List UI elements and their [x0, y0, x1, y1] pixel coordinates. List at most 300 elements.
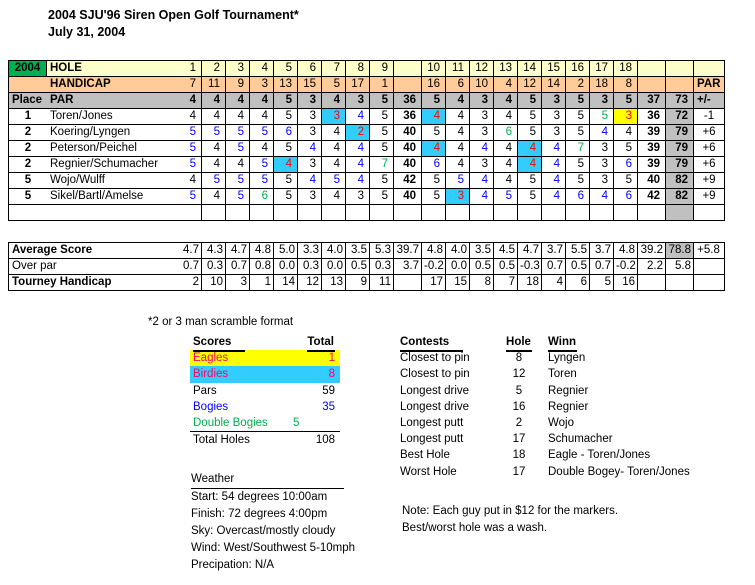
weather-finish[interactable]: Finish: 72 degrees 4:00pm	[191, 508, 328, 520]
cell[interactable]: 5	[565, 125, 589, 140]
cell[interactable]: 78.8	[665, 243, 693, 258]
cell[interactable]: 4	[541, 189, 565, 204]
cell[interactable]: 0.5	[493, 259, 517, 274]
cell[interactable]: 0.7	[589, 259, 613, 274]
cell[interactable]: 4	[541, 157, 565, 172]
cell[interactable]: 3	[225, 61, 249, 76]
cell[interactable]: 0.0	[321, 259, 345, 274]
cell[interactable]: 5	[273, 93, 297, 108]
cell[interactable]: 3	[613, 109, 637, 124]
cell[interactable]	[225, 205, 249, 220]
cell[interactable]: 79	[665, 157, 693, 172]
cell[interactable]: 5	[201, 125, 225, 140]
cell[interactable]: 4	[225, 157, 249, 172]
cell[interactable]: 5	[24, 174, 32, 186]
cell[interactable]: 4	[189, 94, 196, 106]
cell[interactable]: 5	[517, 109, 541, 124]
cell[interactable]: 4	[421, 141, 445, 156]
cell[interactable]: 5	[421, 189, 445, 204]
cell[interactable]: HANDICAP	[50, 78, 111, 90]
cell[interactable]: 2	[24, 126, 32, 138]
cell[interactable]: 3	[541, 125, 565, 140]
cell[interactable]: 5	[517, 125, 541, 140]
cell[interactable]: 3	[541, 109, 565, 124]
cell[interactable]: -0.2	[421, 259, 445, 274]
cell[interactable]: 5	[517, 189, 541, 204]
cell[interactable]: 5	[225, 141, 249, 156]
cell[interactable]: 5	[189, 142, 196, 154]
cell[interactable]: 40	[393, 189, 421, 204]
cell[interactable]: Toren/Jones	[50, 110, 113, 122]
cell[interactable]: 1	[24, 110, 32, 122]
cell[interactable]: 11	[201, 77, 225, 92]
cell[interactable]: 3	[589, 173, 613, 188]
cell[interactable]: 6	[273, 125, 297, 140]
cell[interactable]: -0.2	[613, 259, 637, 274]
cell[interactable]	[665, 205, 693, 220]
cell[interactable]	[297, 205, 321, 220]
cell[interactable]: 5	[613, 173, 637, 188]
cell[interactable]: 7	[189, 78, 196, 90]
cell[interactable]	[665, 275, 693, 290]
cell[interactable]: 5	[249, 125, 273, 140]
cell[interactable]	[47, 205, 177, 220]
cell[interactable]: 5	[369, 125, 393, 140]
cell[interactable]	[637, 205, 665, 220]
cell[interactable]: Regnier/Schumacher	[50, 158, 159, 170]
cell[interactable]: Koering/Lyngen	[50, 126, 131, 138]
cell[interactable]: 4	[541, 141, 565, 156]
cell[interactable]: 2	[192, 276, 199, 288]
cell[interactable]: 15	[297, 77, 321, 92]
cell[interactable]: 18	[613, 61, 637, 76]
cell[interactable]: +6	[693, 157, 724, 172]
cell[interactable]: 5	[225, 189, 249, 204]
cell[interactable]: 15	[541, 61, 565, 76]
cell[interactable]: 2	[24, 142, 32, 154]
cell[interactable]: 0.7	[183, 260, 199, 272]
cell[interactable]	[9, 77, 47, 92]
cell[interactable]: 39	[637, 141, 665, 156]
cell[interactable]: +/-	[693, 93, 724, 108]
cell[interactable]: 8	[469, 275, 493, 290]
cell[interactable]: 39.7	[393, 243, 421, 258]
hole-header-label[interactable]: Hole	[506, 334, 532, 352]
contest-row[interactable]	[400, 464, 690, 480]
cell[interactable]: 4	[517, 141, 541, 156]
cell[interactable]: 4	[445, 141, 469, 156]
cell[interactable]: 39.2	[637, 243, 665, 258]
cell[interactable]: 0.3	[369, 259, 393, 274]
weather-wind[interactable]: Wind: West/Southwest 5-10mph	[191, 542, 356, 554]
cell[interactable]: 5	[225, 173, 249, 188]
cell[interactable]: 4	[345, 109, 369, 124]
cell[interactable]: +6	[693, 141, 724, 156]
cell[interactable]: 0.7	[225, 259, 249, 274]
cell[interactable]: 4	[493, 77, 517, 92]
cell[interactable]	[393, 275, 421, 290]
cell[interactable]: 40	[393, 141, 421, 156]
cell[interactable]: 7	[493, 275, 517, 290]
cell[interactable]: 2	[565, 77, 589, 92]
cell[interactable]	[613, 205, 637, 220]
cell[interactable]: 4	[345, 173, 369, 188]
cell[interactable]: 4	[421, 109, 445, 124]
cell[interactable]: 16	[613, 275, 637, 290]
cell[interactable]: 4	[249, 93, 273, 108]
cell[interactable]: 4	[445, 109, 469, 124]
cell[interactable]: 11	[445, 61, 469, 76]
cell[interactable]: 3	[469, 157, 493, 172]
cell[interactable]: 4	[469, 173, 493, 188]
contest-row[interactable]	[400, 350, 690, 366]
cell[interactable]: 4	[321, 157, 345, 172]
cell[interactable]: 5	[24, 190, 32, 202]
cell[interactable]: 3	[469, 93, 493, 108]
cell[interactable]: 14	[517, 61, 541, 76]
cell[interactable]: 4	[541, 275, 565, 290]
cell[interactable]: 79	[665, 141, 693, 156]
cell[interactable]: 5.3	[369, 243, 393, 258]
cell[interactable]	[637, 61, 665, 76]
weather-precipitation[interactable]: Precipation: N/A	[191, 559, 275, 571]
cell[interactable]: 4	[613, 125, 637, 140]
cell[interactable]	[421, 205, 445, 220]
scores-header[interactable]: Scores	[193, 334, 245, 352]
cell[interactable]: 6	[445, 77, 469, 92]
cell[interactable]: 36	[637, 109, 665, 124]
cell[interactable]: 4	[321, 141, 345, 156]
cell[interactable]: 4.8	[421, 243, 445, 258]
cell[interactable]: 4.3	[201, 243, 225, 258]
cell[interactable]: 13	[493, 61, 517, 76]
cell[interactable]: Tourney Handicap	[12, 276, 112, 288]
cell[interactable]: 79	[665, 125, 693, 140]
cell[interactable]	[249, 205, 273, 220]
cell[interactable]: 5	[369, 189, 393, 204]
contest-row[interactable]	[400, 415, 690, 431]
cell[interactable]	[693, 275, 724, 290]
cell[interactable]: HOLE	[50, 62, 82, 74]
cell[interactable]	[493, 205, 517, 220]
cell[interactable]: 82	[665, 189, 693, 204]
cell[interactable]: 4	[345, 141, 369, 156]
cell[interactable]: 73	[665, 93, 693, 108]
cell[interactable]: 14	[273, 275, 297, 290]
cell[interactable]: 4.5	[493, 243, 517, 258]
legend-row-eagles[interactable]	[190, 350, 340, 366]
cell[interactable]: Place	[12, 94, 43, 106]
scramble-note[interactable]: *2 or 3 man scramble format	[148, 316, 294, 328]
cell[interactable]: Wojo/Wulff	[50, 174, 105, 186]
cell[interactable]: 3.5	[345, 243, 369, 258]
cell[interactable]: 4.7	[225, 243, 249, 258]
cell[interactable]: 6	[249, 189, 273, 204]
cell[interactable]: 14	[541, 77, 565, 92]
cell[interactable]: 4.0	[321, 243, 345, 258]
cell[interactable]	[393, 77, 421, 92]
cell[interactable]: 4	[493, 173, 517, 188]
cell[interactable]: 5	[589, 275, 613, 290]
contest-row[interactable]	[400, 366, 690, 382]
cell[interactable]: 4.0	[445, 243, 469, 258]
cell[interactable]: 40	[637, 173, 665, 188]
cell[interactable]: 4	[469, 189, 493, 204]
cell[interactable]: 4	[249, 61, 273, 76]
cell[interactable]: -1	[693, 109, 724, 124]
cell[interactable]: 1	[369, 77, 393, 92]
contest-row[interactable]	[400, 431, 690, 447]
cell[interactable]: 3.7	[541, 243, 565, 258]
cell[interactable]: 3.7	[589, 243, 613, 258]
cell[interactable]: 4	[321, 93, 345, 108]
cell[interactable]: 3	[469, 125, 493, 140]
tournament-date[interactable]: July 31, 2004	[48, 25, 126, 39]
cell[interactable]: 4	[201, 93, 225, 108]
cell[interactable]: 4	[201, 189, 225, 204]
cell[interactable]: 2	[201, 61, 225, 76]
cell[interactable]: 6	[493, 125, 517, 140]
cell[interactable]: 0.3	[297, 259, 321, 274]
cell[interactable]: 4	[225, 109, 249, 124]
cell[interactable]: 5.5	[565, 243, 589, 258]
cell[interactable]: +9	[693, 173, 724, 188]
cell[interactable]	[589, 205, 613, 220]
cell[interactable]: 1	[249, 275, 273, 290]
cell[interactable]	[469, 205, 493, 220]
cell[interactable]: Over par	[12, 260, 57, 272]
cell[interactable]: 2	[24, 158, 32, 170]
cell[interactable]: 3	[249, 77, 273, 92]
cell[interactable]	[9, 205, 47, 220]
cell[interactable]	[445, 205, 469, 220]
cell[interactable]: 12	[517, 77, 541, 92]
cell[interactable]: 5	[321, 77, 345, 92]
cell[interactable]: 4	[445, 93, 469, 108]
cell[interactable]: 4.7	[517, 243, 541, 258]
cell[interactable]: 9	[345, 275, 369, 290]
cell[interactable]: 4	[541, 173, 565, 188]
cell[interactable]: 4	[189, 110, 196, 122]
cell[interactable]: 5	[369, 93, 393, 108]
cell[interactable]: 8	[613, 77, 637, 92]
cell[interactable]: 5	[321, 173, 345, 188]
cell[interactable]: 40	[393, 125, 421, 140]
cell[interactable]	[693, 259, 724, 274]
cell[interactable]	[369, 205, 393, 220]
cell[interactable]: 6	[565, 189, 589, 204]
cell[interactable]: 4	[345, 157, 369, 172]
cell[interactable]: 4	[589, 189, 613, 204]
cell[interactable]: 3	[297, 125, 321, 140]
cell[interactable]: 3	[589, 141, 613, 156]
cell[interactable]: 11	[369, 275, 393, 290]
cell[interactable]: 5.0	[273, 243, 297, 258]
cell[interactable]: PAR	[693, 77, 724, 92]
cell[interactable]: +5.8	[693, 243, 724, 258]
cell[interactable]: 3	[589, 157, 613, 172]
cell[interactable]: 8	[345, 61, 369, 76]
cell[interactable]	[565, 205, 589, 220]
cell[interactable]: 4	[273, 157, 297, 172]
cell[interactable]	[321, 205, 345, 220]
cell[interactable]	[693, 61, 724, 76]
legend-row-pars[interactable]	[190, 383, 340, 399]
cell[interactable]	[393, 61, 421, 76]
cell[interactable]: 10	[201, 275, 225, 290]
cell[interactable]: 4	[297, 141, 321, 156]
cell[interactable]: 13	[273, 77, 297, 92]
cell[interactable]: 6	[565, 275, 589, 290]
cell[interactable]: 4	[201, 141, 225, 156]
cell[interactable]: 4	[321, 125, 345, 140]
winner-header-label[interactable]: Winn	[548, 334, 577, 352]
cell[interactable]: 4	[201, 157, 225, 172]
cell[interactable]: +6	[693, 125, 724, 140]
cell[interactable]: 5	[249, 157, 273, 172]
cell[interactable]: 6	[297, 61, 321, 76]
cell[interactable]: 4	[445, 125, 469, 140]
cell[interactable]: 3	[321, 109, 345, 124]
cell[interactable]: 16	[565, 61, 589, 76]
note-wash[interactable]: Best/worst hole was a wash.	[402, 522, 548, 534]
cell[interactable]: 5	[369, 109, 393, 124]
cell[interactable]: 40	[393, 157, 421, 172]
cell[interactable]: 3.7	[393, 259, 421, 274]
cell[interactable]: 0.0	[273, 259, 297, 274]
cell[interactable]: 36	[393, 93, 421, 108]
cell[interactable]: 10	[421, 61, 445, 76]
cell[interactable]: -0.3	[517, 259, 541, 274]
cell[interactable]: 7	[369, 157, 393, 172]
cell[interactable]	[273, 205, 297, 220]
total-header[interactable]: Total	[307, 334, 335, 352]
cell[interactable]: 17	[345, 77, 369, 92]
cell[interactable]: 4	[493, 109, 517, 124]
cell[interactable]: 9	[225, 77, 249, 92]
cell[interactable]: 37	[637, 93, 665, 108]
cell[interactable]: 4.8	[249, 243, 273, 258]
cell[interactable]: 82	[665, 173, 693, 188]
contests-header-label[interactable]: Contests	[400, 334, 463, 352]
cell[interactable]	[665, 77, 693, 92]
cell[interactable]: 36	[393, 109, 421, 124]
cell[interactable]: 3	[445, 189, 469, 204]
cell[interactable]: 0.8	[249, 259, 273, 274]
cell[interactable]: 3	[345, 93, 369, 108]
cell[interactable]: 5	[369, 141, 393, 156]
cell[interactable]: 5	[565, 157, 589, 172]
cell[interactable]: 5	[369, 173, 393, 188]
legend-row-total-holes[interactable]	[190, 432, 340, 448]
cell[interactable]: 5	[201, 173, 225, 188]
legend-row-bogies[interactable]	[190, 399, 340, 415]
cell[interactable]: 42	[393, 173, 421, 188]
cell[interactable]: 7	[565, 141, 589, 156]
cell[interactable]: Average Score	[12, 244, 93, 256]
cell[interactable]: 5	[189, 126, 196, 138]
weather-start[interactable]: Start: 54 degrees 10:00am	[191, 491, 328, 503]
cell[interactable]: 0.3	[201, 259, 225, 274]
cell[interactable]: 4	[201, 109, 225, 124]
cell[interactable]: 5	[273, 141, 297, 156]
cell[interactable]	[177, 205, 201, 220]
cell[interactable]: 3	[541, 93, 565, 108]
cell[interactable]: 5	[613, 141, 637, 156]
cell[interactable]: 3.5	[469, 243, 493, 258]
cell[interactable]: 16	[421, 77, 445, 92]
cell[interactable]: 5	[565, 93, 589, 108]
cell[interactable]: 4	[297, 173, 321, 188]
cell[interactable]: 5	[421, 93, 445, 108]
cell[interactable]: 2.2	[637, 259, 665, 274]
cell[interactable]: 12	[469, 61, 493, 76]
cell[interactable]: 5	[273, 173, 297, 188]
contest-row[interactable]	[400, 399, 690, 415]
cell[interactable]: 5	[421, 125, 445, 140]
cell[interactable]: 3	[225, 275, 249, 290]
cell[interactable]: Sikel/Bartl/Amelse	[50, 190, 144, 202]
cell[interactable]: +9	[693, 189, 724, 204]
cell[interactable]: 18	[517, 275, 541, 290]
cell[interactable]: 5	[517, 93, 541, 108]
cell[interactable]: 5	[589, 109, 613, 124]
cell[interactable]: 0.7	[541, 259, 565, 274]
cell[interactable]: 13	[321, 275, 345, 290]
cell[interactable]: 4	[249, 109, 273, 124]
cell[interactable]: 4	[189, 174, 196, 186]
cell[interactable]: 6	[613, 189, 637, 204]
cell[interactable]: 0.5	[345, 259, 369, 274]
cell[interactable]: 5	[273, 189, 297, 204]
cell[interactable]	[393, 205, 421, 220]
cell[interactable]: 18	[589, 77, 613, 92]
cell[interactable]: 2	[345, 125, 369, 140]
cell[interactable]: 3	[297, 93, 321, 108]
contest-row[interactable]	[400, 447, 690, 463]
cell[interactable]: 3	[589, 93, 613, 108]
cell[interactable]: 4	[517, 157, 541, 172]
cell[interactable]: Peterson/Peichel	[50, 142, 137, 154]
cell[interactable]: 4	[321, 189, 345, 204]
cell[interactable]: 17	[421, 275, 445, 290]
cell[interactable]	[665, 61, 693, 76]
cell[interactable]: 4.8	[613, 243, 637, 258]
cell[interactable]: 2004	[9, 61, 47, 76]
cell[interactable]: 5	[493, 189, 517, 204]
cell[interactable]: 39	[637, 125, 665, 140]
cell[interactable]: 3	[345, 189, 369, 204]
cell[interactable]: 5	[249, 173, 273, 188]
cell[interactable]	[201, 205, 225, 220]
cell[interactable]: 4	[493, 93, 517, 108]
cell[interactable]: 17	[589, 61, 613, 76]
cell[interactable]: 4	[493, 141, 517, 156]
cell[interactable]: 5.8	[665, 259, 693, 274]
cell[interactable]: 4	[249, 141, 273, 156]
contest-row[interactable]	[400, 383, 690, 399]
cell[interactable]	[517, 205, 541, 220]
cell[interactable]: 5	[225, 125, 249, 140]
cell[interactable]: 3	[297, 157, 321, 172]
cell[interactable]	[693, 205, 724, 220]
cell[interactable]	[345, 205, 369, 220]
cell[interactable]: 3	[297, 109, 321, 124]
cell[interactable]: PAR	[50, 94, 74, 106]
weather-sky[interactable]: Sky: Overcast/mostly cloudy	[191, 525, 336, 537]
cell[interactable]: 4	[493, 157, 517, 172]
cell[interactable]: 5	[613, 93, 637, 108]
